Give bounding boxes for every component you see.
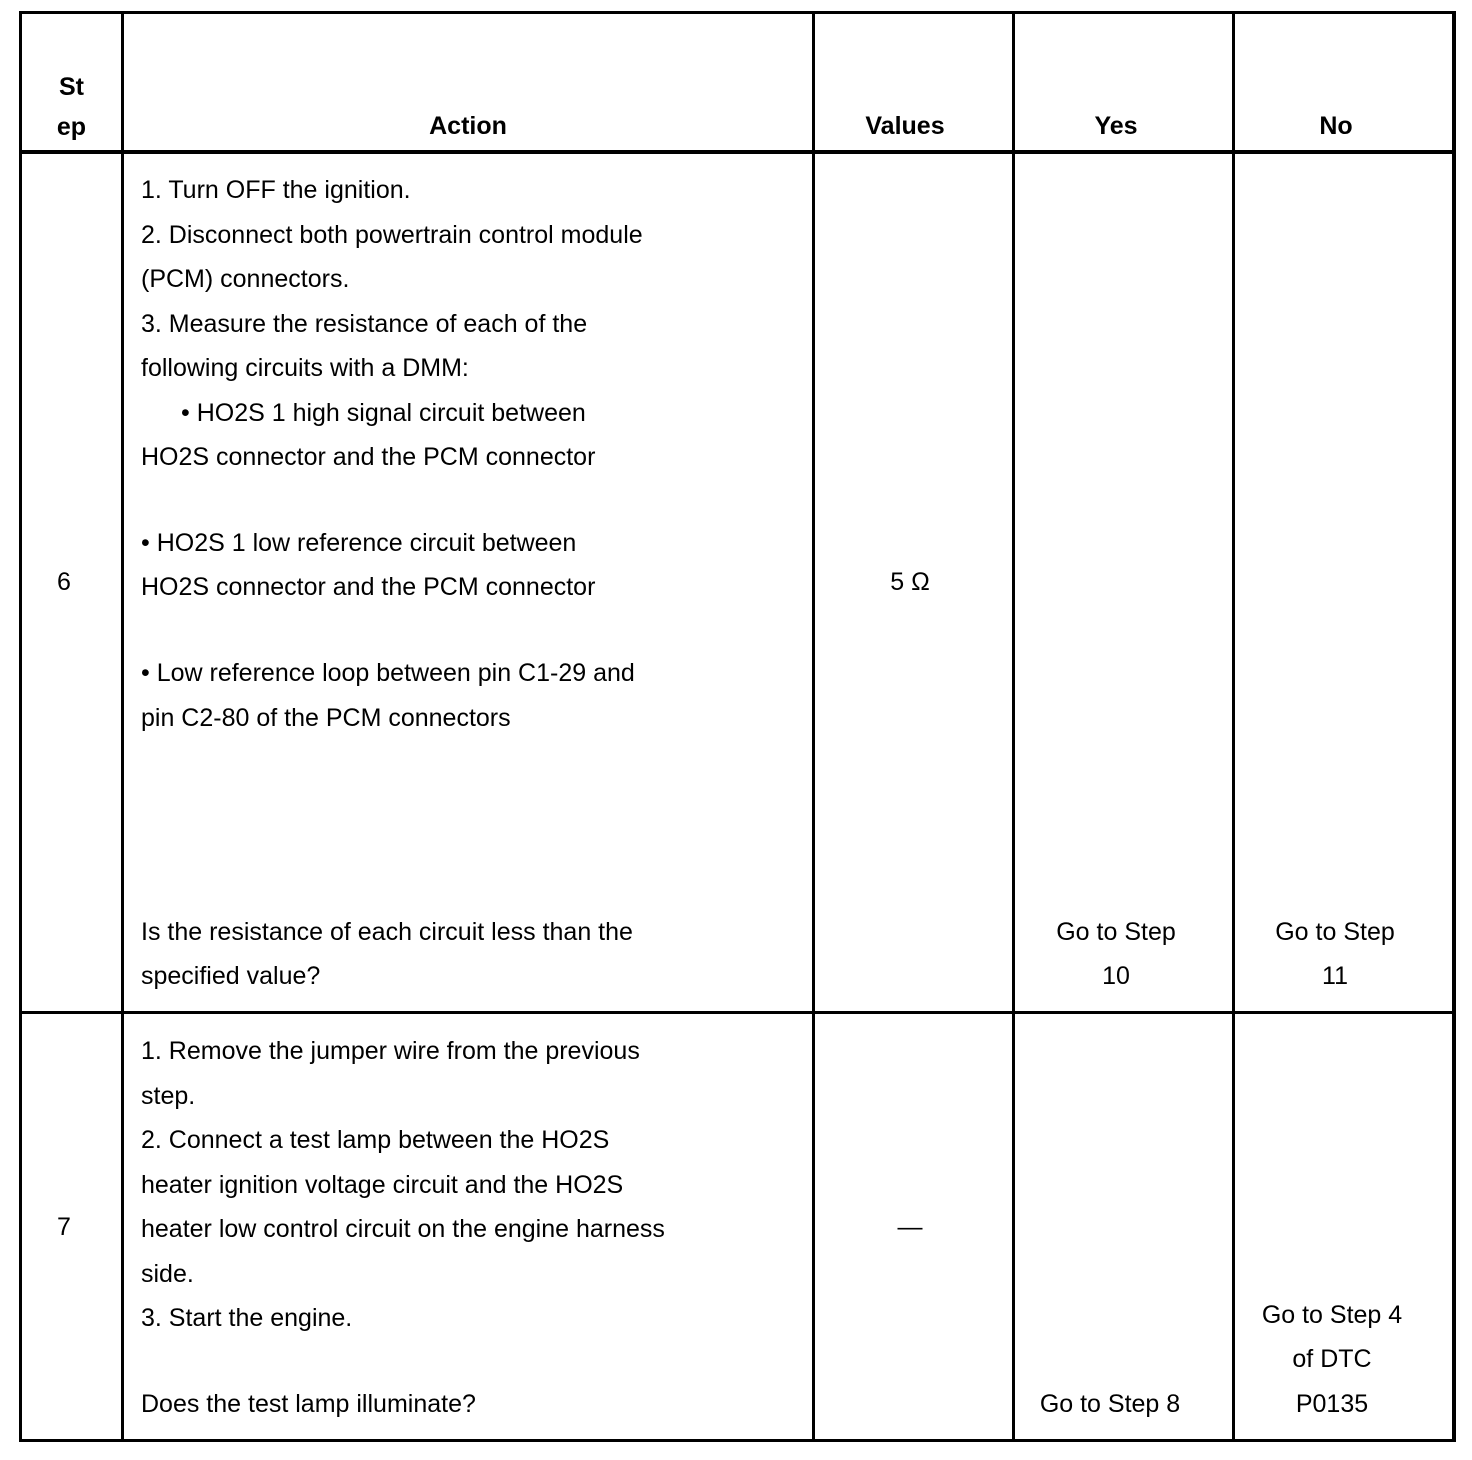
header-step-line1: St — [59, 73, 84, 101]
row7-action-item2c: heater low control circuit on the engine harness — [141, 1215, 665, 1243]
row6-action-bullet2b: HO2S connector and the PCM connector — [141, 573, 596, 601]
row6-no-line1: Go to Step — [1275, 918, 1395, 946]
row7-action-item2a: 2. Connect a test lamp between the HO2S — [141, 1126, 610, 1154]
row6-action-item2a: 2. Disconnect both powertrain control module — [141, 221, 643, 249]
table-border-bottom — [19, 1439, 1456, 1442]
row7-action-question: Does the test lamp illuminate? — [141, 1390, 476, 1418]
header-divider — [19, 150, 1456, 154]
header-yes: Yes — [1094, 112, 1138, 140]
row6-action-bullet1a: • HO2S 1 high signal circuit between — [181, 399, 586, 427]
row6-action-bullet3b: pin C2-80 of the PCM connectors — [141, 704, 511, 732]
table-border-top — [19, 11, 1456, 14]
row6-action-question-b: specified value? — [141, 962, 321, 990]
row7-no-line3: P0135 — [1295, 1390, 1369, 1418]
header-action: Action — [429, 112, 507, 140]
row7-value: — — [897, 1213, 923, 1241]
row6-action-item3b: following circuits with a DMM: — [141, 354, 469, 382]
row7-action-item1a: 1. Remove the jumper wire from the previous — [141, 1037, 640, 1065]
row7-action-item2b: heater ignition voltage circuit and the HO2S — [141, 1171, 624, 1199]
row6-action-bullet1b: HO2S connector and the PCM connector — [141, 443, 596, 471]
row-divider — [19, 1011, 1456, 1014]
row6-action-bullet2a: • HO2S 1 low reference circuit between — [141, 529, 577, 557]
header-step-line2: ep — [56, 113, 87, 141]
row7-yes: Go to Step 8 — [1039, 1390, 1181, 1418]
row7-action-item3: 3. Start the engine. — [141, 1304, 353, 1332]
row6-value: 5 Ω — [890, 568, 930, 596]
header-values: Values — [865, 112, 945, 140]
row6-no-line2: 11 — [1322, 962, 1348, 990]
row6-yes-line1: Go to Step — [1056, 918, 1176, 946]
row6-action-item3a: 3. Measure the resistance of each of the — [141, 310, 588, 338]
row7-step: 7 — [57, 1213, 71, 1241]
col-divider-values-yes — [1012, 11, 1015, 1442]
header-step — [22, 67, 121, 147]
row6-action-item2b: (PCM) connectors. — [141, 265, 350, 293]
row6-action-item1: 1. Turn OFF the ignition. — [141, 176, 411, 204]
row6-yes-line2: 10 — [1102, 962, 1130, 990]
row7-action-item2d: side. — [141, 1260, 194, 1288]
table-border-right — [1452, 11, 1456, 1442]
col-divider-step-action — [121, 11, 124, 1442]
row7-no-line1: Go to Step 4 — [1261, 1301, 1403, 1329]
row6-step: 6 — [57, 568, 71, 596]
row6-action-bullet3a: • Low reference loop between pin C1-29 and — [141, 659, 635, 687]
row7-action-item1b: step. — [141, 1082, 196, 1110]
row7-no-line2: of DTC — [1292, 1345, 1372, 1373]
row6-action-question-a: Is the resistance of each circuit less than the — [141, 918, 633, 946]
header-no: No — [1319, 112, 1353, 140]
col-divider-yes-no — [1232, 11, 1235, 1442]
